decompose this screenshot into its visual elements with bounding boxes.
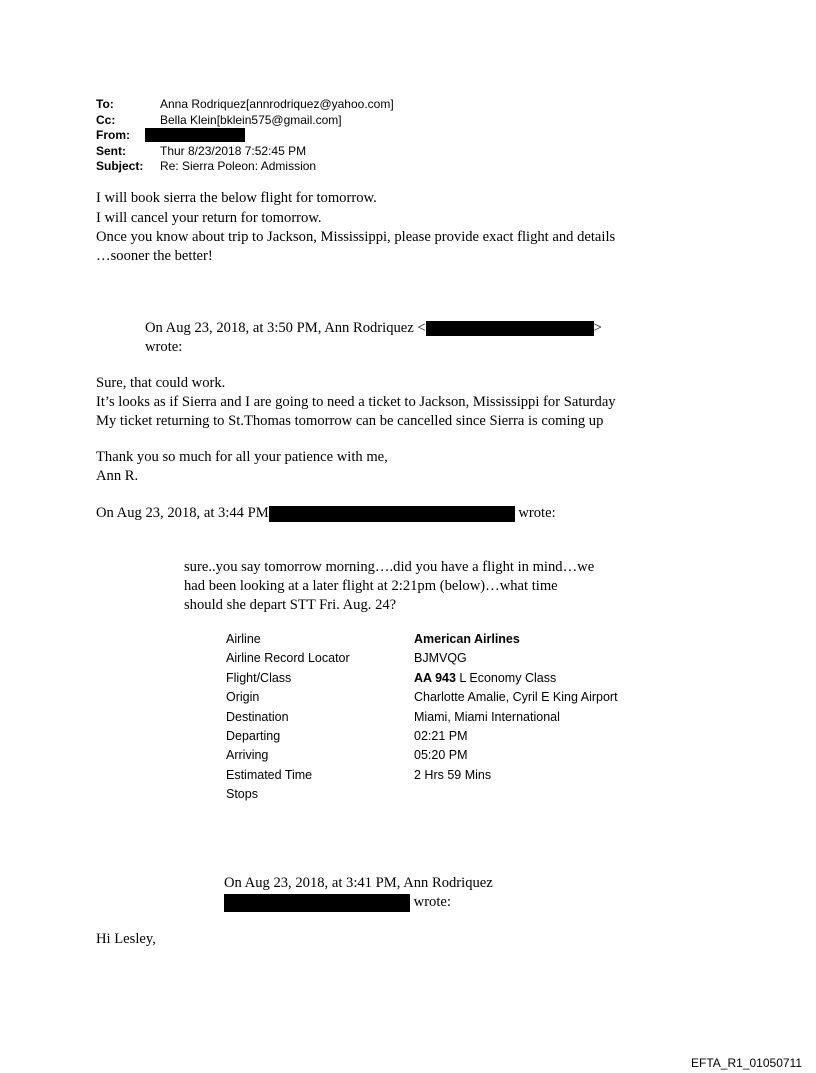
quote1-intro [145,318,602,338]
cc-label: Cc: [96,112,116,127]
estimated-value: 2 Hrs 59 Mins [414,767,492,782]
quote1-wrote: wrote: [145,339,183,355]
body4-greeting: Hi Lesley, [96,931,156,947]
flight-number: AA 943 [414,670,456,685]
from-label: From: [96,128,130,142]
body1-line4: …sooner the better! [96,248,213,264]
locator-value: BJMVQG [414,651,467,666]
flight-row-origin [226,688,618,707]
estimated-label: Estimated Time [226,767,313,782]
quote2-wrote: wrote: [518,505,556,521]
sent-label: Sent: [96,143,126,158]
body1-line3: Once you know about trip to Jackson, Mississippi, please provide exact flight and details [96,229,616,245]
sent-row [96,144,394,160]
quote3-wrote: wrote: [413,894,451,910]
quote1-intro-suffix: > [593,320,602,336]
arriving-label: Arriving [226,748,269,763]
subject-label: Subject: [96,159,144,173]
departing-label: Departing [226,728,281,743]
quote2-intro-prefix: On Aug 23, 2018, at 3:44 PM [96,505,269,521]
redaction-bar [269,506,515,522]
body2-line4: Thank you so much for all your patience with me, [96,449,388,465]
subject-value: Re: Sierra Poleon: Admission [160,159,317,173]
flight-row-stops [226,785,618,804]
to-value: Anna Rodriquez[annrodriquez@yahoo.com] [160,97,394,111]
to-label: To: [96,97,114,111]
email-header [96,97,394,175]
airline-label: Airline [226,632,261,646]
redaction-bar [145,128,245,142]
origin-label: Origin [226,690,260,705]
flight-row-locator [226,649,618,668]
class-label: Flight/Class [226,670,292,685]
redaction-bar [224,894,410,912]
flight-row-departing [226,727,618,746]
cc-row [96,113,394,129]
sent-value: Thur 8/23/2018 7:52:45 PM [160,143,307,158]
quote1-intro-prefix: On Aug 23, 2018, at 3:50 PM, Ann Rodriquez < [145,320,426,336]
body1-line2: I will cancel your return for tomorrow. [96,210,322,226]
flight-row-class [226,669,618,688]
quote2-intro [96,503,556,523]
flight-row-arriving [226,746,618,765]
quote3-wrote-line [224,892,451,912]
locator-label: Airline Record Locator [226,651,350,666]
body2-line5: Ann R. [96,468,139,484]
body2-line1: Sure, that could work. [96,375,226,391]
body2-line3: My ticket returning to St.Thomas tomorrow can be cancelled since Sierra is coming up [96,413,604,429]
destination-label: Destination [226,709,289,724]
class-value-group [414,669,556,688]
departing-value: 02:21 PM [414,728,468,743]
flight-details-table [226,630,618,805]
destination-value: Miami, Miami International [414,709,560,724]
subject-row [96,159,394,175]
stops-label: Stops [226,787,258,802]
body3-line1: sure..you say tomorrow morning….did you have a flight in mind…we [184,559,595,575]
bates-number: EFTA_R1_01050711 [691,1056,802,1070]
body1-line1: I will book sierra the below flight for tomorrow. [96,190,377,206]
from-row [96,128,394,144]
arriving-value: 05:20 PM [414,748,468,763]
flight-row-airline [226,630,618,649]
body2-line2: It’s looks as if Sierra and I are going to need a ticket to Jackson, Mississippi for Saturday [96,394,616,410]
flight-row-destination [226,708,618,727]
quote3-intro: On Aug 23, 2018, at 3:41 PM, Ann Rodriquez [224,875,493,891]
to-row [96,97,394,113]
cc-value: Bella Klein[bklein575@gmail.com] [160,112,342,127]
body3-line3: should she depart STT Fri. Aug. 24? [184,597,397,613]
flight-row-estimated [226,766,618,785]
redaction-bar [426,321,594,336]
origin-value: Charlotte Amalie, Cyril E King Airport [414,690,618,705]
body3-line2: had been looking at a later flight at 2:21pm (below)…what time [184,578,558,594]
airline-value: American Airlines [414,632,520,646]
class-value: L Economy Class [459,670,557,685]
